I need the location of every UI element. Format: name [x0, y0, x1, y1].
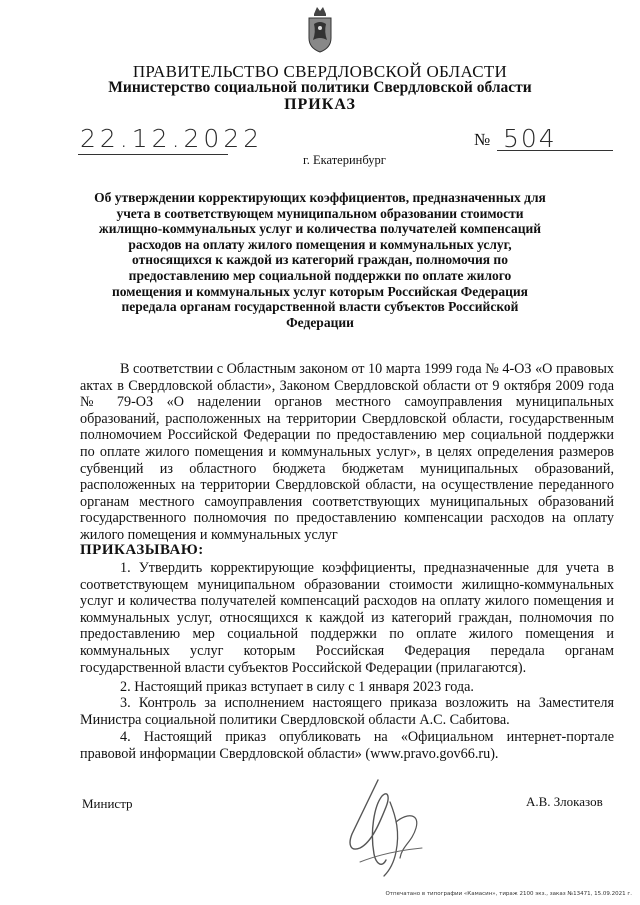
number-underline — [497, 150, 613, 151]
city: г. Екатеринбург — [303, 153, 386, 167]
number-sign: № — [474, 130, 491, 149]
order-date: 22.12.2022 — [80, 124, 264, 153]
order-word: ПРИКАЗЫВАЮ: — [80, 542, 204, 558]
government-name: ПРАВИТЕЛЬСТВО СВЕРДЛОВСКОЙ ОБЛАСТИ — [132, 62, 508, 81]
order-item-4: 4. Настоящий приказ опубликовать на «Официальном интернет-портале правовой информации Свердловской области» (www.pravo.gov66.ru). — [80, 729, 614, 762]
signer-position: Министр — [82, 796, 133, 811]
print-note: Отпечатано в типографии «Камасин», тираж 2100 экз., заказ №13471, 15.09.2021 г. — [385, 891, 632, 897]
handwritten-signature — [330, 772, 450, 882]
order-number: 504 — [503, 124, 557, 153]
coat-of-arms-icon — [305, 4, 335, 54]
date-underline — [78, 154, 228, 155]
signer-name: А.В. Злоказов — [526, 794, 603, 809]
document-type: ПРИКАЗ — [284, 96, 356, 113]
preamble-paragraph: В соответствии с Областным законом от 10 марта 1999 года № 4-ОЗ «О правовых актах в Свердловской области», Законом Свердловской области от 9 октября 2009 года № 79-ОЗ «О наделении органов местного самоуправления муниципальных образований, расположенных на территории Свердловской области, государственным полномочием Российской Федерации по предоставлению мер социальной поддержки по оплате жилого помещения и коммунальных услуг», в целях определения размеров субвенций из областного бюджета бюджетам муниципальных образований, расположенных на территории Свердловской области, на осуществление переданного органам местного самоуправления соответствующих муниципальных образований государственного полномочия по предоставлению компенсации расходов на оплату жилого помещения и коммунальных услуг — [80, 361, 614, 543]
order-item-1: 1. Утвердить корректирующие коэффициенты, предназначенные для учета в соответствующем муниципальном образовании стоимости жилищно-коммунальных услуг и количества получателей компенсаций расходов на оплату жилого помещения и коммунальных услуг, относящихся к каждой из категорий граждан, полномочия по предоставлению мер социальной поддержки по оплате жилого помещения и коммунальных услуг которым Российская Федерация передала органам государственной власти субъектов Российской Федерации (прилагаются). — [80, 560, 614, 676]
ministry-name: Министерство социальной политики Свердловской области — [108, 79, 532, 96]
order-item-3: 3. Контроль за исполнением настоящего приказа возложить на Заместителя Министра социальной политики Свердловской области А.С. Сабитова. — [80, 695, 614, 728]
order-title: Об утверждении корректирующих коэффициентов, предназначенных для учета в соответствующем муниципальном образовании стоимости жилищно-коммунальных услуг и количества получателей компенсаций расходов на оплату жилого помещения и коммунальных услуг, относящихся к каждой из категорий граждан, полномочия по предоставлению мер социальной поддержки по оплате жилого помещения и коммунальных услуг которым Российская Федерация передала органам государственной власти субъектов Российской Федерации — [94, 190, 546, 330]
order-item-2: 2. Настоящий приказ вступает в силу с 1 января 2023 года. — [120, 679, 474, 695]
